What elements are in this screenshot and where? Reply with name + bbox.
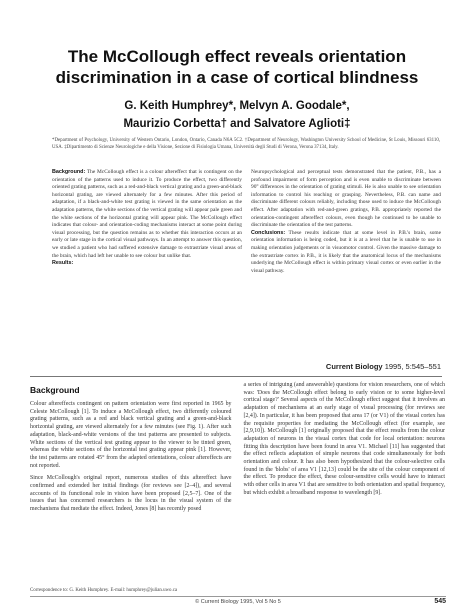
- citation-journal: Current Biology: [325, 362, 383, 371]
- article-body: [30, 382, 445, 578]
- footer-copyright: © Current Biology 1995, Vol 5 No 5: [195, 599, 281, 605]
- page-footer: [30, 596, 446, 607]
- affiliations: *Department of Psychology, University of Western Ontario, London, Ontario, Canada N6A 5C2. †Department of Neurology, Washington University School of Medicine, St Louis, Missouri 63110, USA. ‡Dipartimento di Scienze Neurologiche e della Visione, Sezione di Fisiologia Umana, Università degli Studi di Verona, Verona 37134, Italy.: [52, 138, 440, 150]
- body-paragraph: Since McCollough's original report, numerous studies of this aftereffect have confirmed and extended her initial findings (for reviews see [2–4]), and several accounts of its functional role in vision have been proposed [2,5–7]. One of the issues that has concerned researchers is the locus in the visual system of the mechanisms that mediate the effect. Indeed, Jones [8] has recently posed: [30, 475, 232, 513]
- abstract-results-text: Neuropsychological and perceptual tests demonstrated that the patient, P.B., has a profound impairment of form perception and is even unable to discriminate between 90° differences in the orientation of grating stimuli. He is also unable to see orientation information to control his reaching or grasping. Nevertheless, P.B. can name and discriminate different colours reliably, including those used to induce the McCollough effect. After adaptation with red-and-green gratings, P.B. appropriately reported the orientation-contingent aftereffect colours, even though he continued to be unable to discriminate the orientation of the test patterns.: [251, 169, 441, 229]
- abstract-background-label: Background:: [52, 169, 86, 175]
- author-list: [20, 97, 454, 133]
- section-heading: Background: [30, 385, 80, 395]
- abstract-conclusions-text: These results indicate that at some level in P.B.'s brain, some orientation information is being coded, but it is at a level that he is unable to use in making orientation judgements or in visuomotor control. Given the massive damage to the extrastriate cortex in P.B., it is likely that the anatomical locus of the mechanisms underlying the McCollough effect is within primary visual cortex or even earlier in the visual pathway.: [251, 229, 441, 274]
- section-divider: [30, 376, 442, 377]
- author-line-1: G. Keith Humphrey*, Melvyn A. Goodale*,: [124, 100, 350, 112]
- body-column-right: [244, 382, 446, 578]
- abstract-results-label: Results:: [52, 260, 74, 267]
- journal-citation: [52, 362, 441, 371]
- abstract-conclusions-label: Conclusions:: [251, 229, 286, 236]
- abstract: [52, 169, 441, 329]
- body-paragraph: a series of intriguing (and answerable) questions for vision researchers, one of which was: 'Does the McCollough effect belong to early vision or to some higher-level cortical stage?' Several aspects of the McCollough effect suggest that it involves an adaptation of mechanisms at an early stage of visual processing (for reviews see [2,4]). In particular, it has been proposed that area 17 (or V1) of the visual cortex has the requisite properties for mediating the McCollough effect (for example, see [2,9,10]). McCollough [1] originally proposed that the effect results from the colour adaptation of neurons in the visual cortex that code for local orientation: neurons fitting this description have been found in area V1. Michael [11] has suggested that the effect reflects adaptation of simple neurons that code simultaneously for both orientation and colour. It has also been hypothesized that the colour-selective cells found in the 'blobs' of area V1 [12,13] could be the site of the colour component of the effect. To produce the effect, these colour-sensitive cells would have to interact with other cells in area V1 that are sensitive to both orientation and spatial frequency, but which exhibit a broadband response to wavelength [9].: [243, 382, 445, 496]
- author-line-2: Maurizio Corbetta† and Salvatore Aglioti‡: [123, 118, 351, 130]
- abstract-background-text: The McCollough effect is a colour aftereffect that is contingent on the orientation of the patterns used to induce it. To produce the effect, two differently oriented grating patterns, such as a red-and-black vertical grating and a green-and-black horizontal grating, are viewed alternately for a few minutes. After this period of adaptation, if a black-and-white test grating is viewed in the same orientation as the adaptation patterns, the white sections of the vertical grating will appear pale green and the white sections of the horizontal grating will appear pink. The McCollough effect indicates that colour- and orientation-coding mechanisms interact at some point during visual processing, but the question remains as to whether this interaction occurs at an early or late stage in the cortical visual pathways. In an attempt to answer this question, we studied a patient who had suffered extensive damage to extrastriate visual areas of the brain, which had left her unable to see colour but unlike that.: [52, 169, 242, 259]
- correspondence-note: Correspondence to: G. Keith Humphrey. E-mail: humphrey@julian.uwo.ca: [30, 588, 178, 593]
- body-column-left: [30, 382, 232, 578]
- abstract-column-left: [52, 169, 242, 329]
- citation-details: 1995, 5:545–551: [384, 362, 441, 371]
- article-title: The McCollough effect reveals orientation discrimination in a case of cortical blindness: [55, 47, 419, 87]
- page-number: 545: [434, 598, 446, 605]
- body-paragraph: Colour aftereffects contingent on pattern orientation were first reported in 1965 by Celeste McCollough [1]. To induce a McCollough effect, two differently coloured grating patterns, such as a red and black vertical grating and a green-and-black horizontal grating, are viewed alternately for a few minutes (see Fig. 1). After such adaptation, black-and-white versions of the test patterns are presented to subjects. White sections of the vertical test grating appear to the viewer to be tinted green, whereas the white sections of the horizontal test grating appear pink [1]. However, the test patterns are rotated 45° from the adapted orientations, colour aftereffects are not reported.: [30, 401, 232, 469]
- abstract-column-right: [251, 169, 441, 329]
